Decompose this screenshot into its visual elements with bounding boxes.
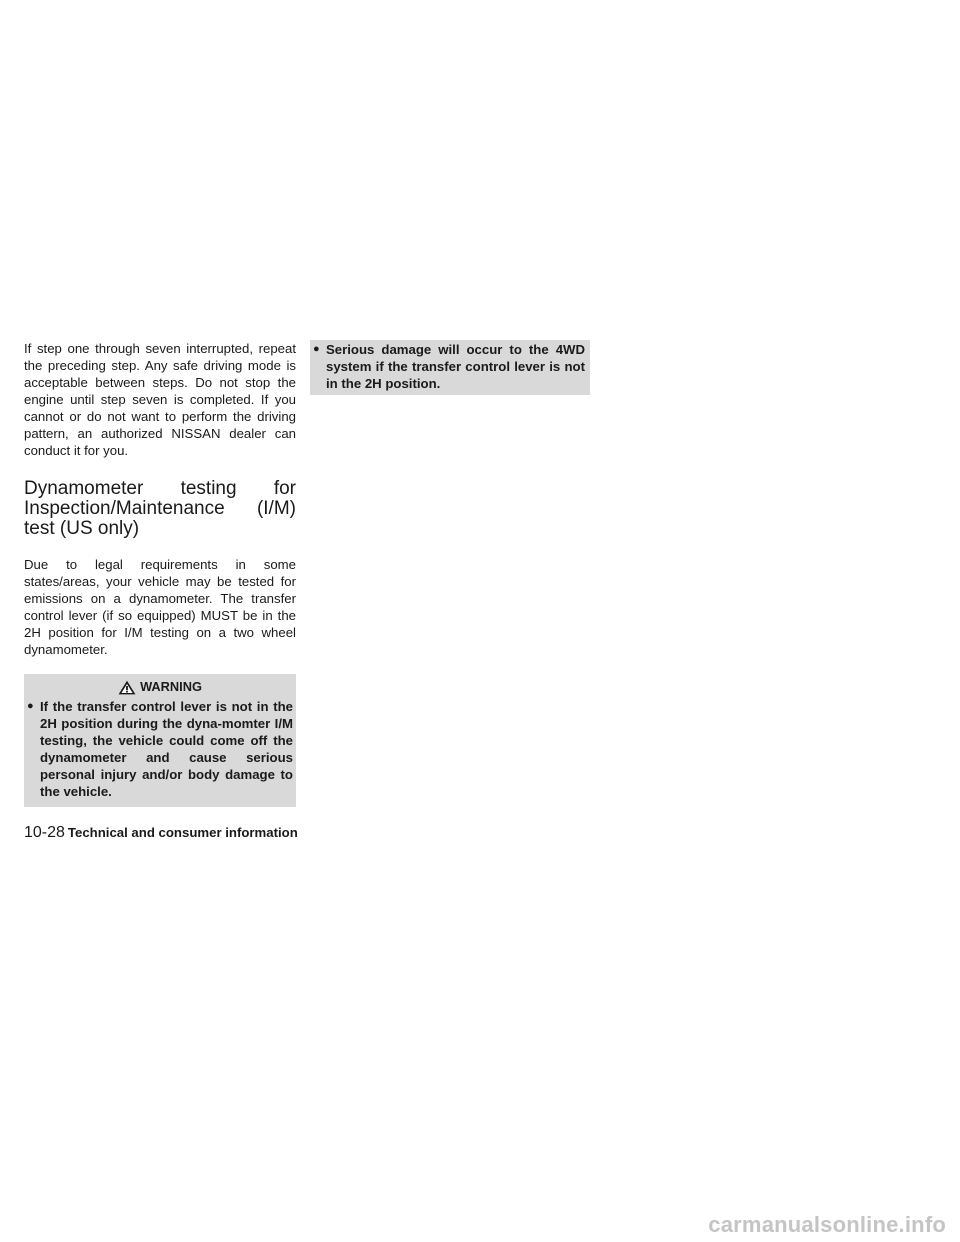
warning-bullet-item [27,698,293,800]
warning-triangle-icon [118,680,136,695]
intro-paragraph: If step one through seven interrupted, repeat the preceding step. Any safe driving mode is acceptable between steps. Do not stop the engine until step seven is completed. If you cannot or do not want to perform the driving pattern, an authorized NISSAN dealer can conduct it for you. [24,341,296,458]
warning-bullet-text: If the transfer control lever is not in the 2H position during the dyna-momter I/M testing, the vehicle could come off the dynamometer and cause serious personal injury and/or body damage to the vehicle. [40,699,293,799]
warning-box [24,674,296,807]
warning-header [27,679,293,695]
bullet-icon: ● [27,700,34,712]
footer-section-title: Technical and consumer information [67,825,298,840]
page-footer [24,824,298,842]
caution-bullet-text: Serious damage will occur to the 4WD system if the transfer control lever is not in the 2H position. [326,342,585,391]
bullet-icon: ● [313,343,320,355]
watermark: carmanualsonline.info [708,1212,946,1237]
section-paragraph: Due to legal requirements in some states/areas, your vehicle may be tested for emissions on a dynamometer. The transfer control lever (if so equipped) MUST be in the 2H position for I/M testing on a two wheel dynamometer. [24,557,296,657]
page-number: 10-28 [24,824,65,841]
right-column [310,340,590,395]
warning-label: WARNING [140,679,202,694]
caution-continued-box [310,340,590,395]
left-column [24,340,296,807]
section-heading: Dynamometer testing for Inspection/Maintenance (I/M) test (US only) [24,478,296,539]
caution-bullet-item [313,341,585,392]
